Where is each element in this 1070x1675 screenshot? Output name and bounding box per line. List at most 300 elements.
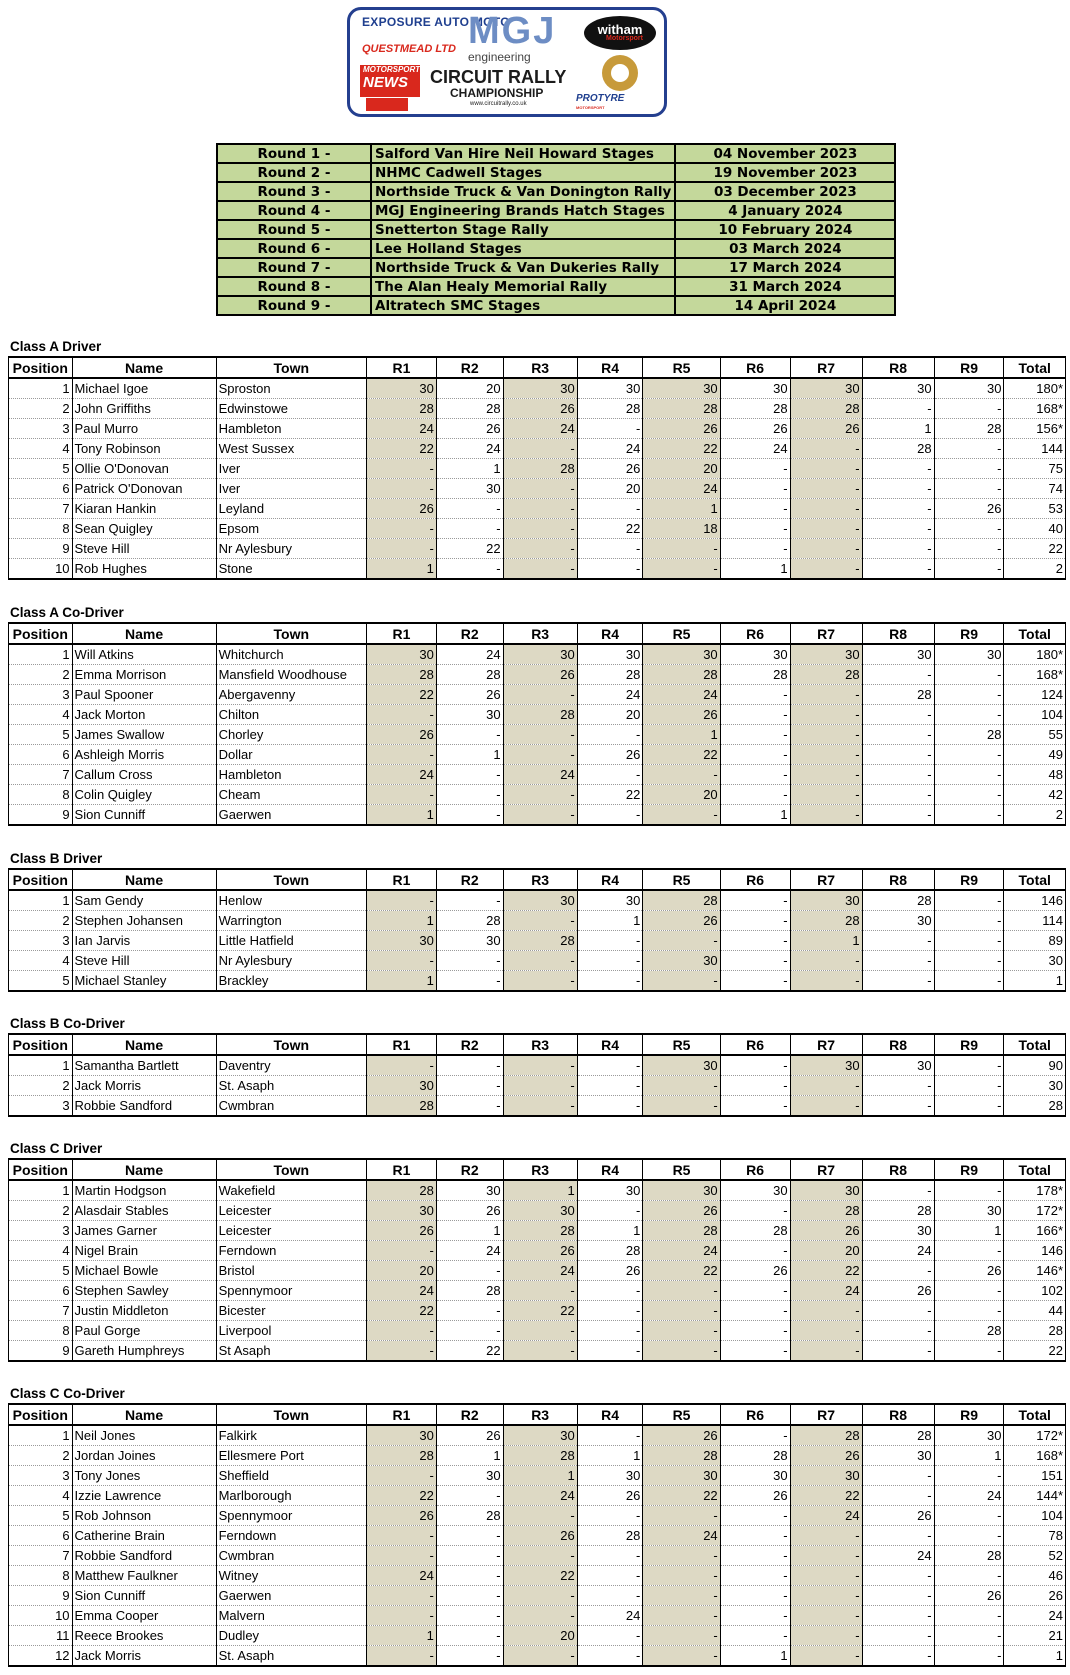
cell-score: -: [503, 539, 577, 559]
table-row: [9, 1466, 1066, 1486]
cell-name: Emma Morrison: [72, 665, 216, 685]
cell-total: 1: [1004, 1646, 1066, 1667]
cell-score: 22: [790, 1261, 862, 1281]
cell-score: -: [720, 539, 790, 559]
cell-score: -: [934, 1506, 1004, 1526]
round-venue: Salford Van Hire Neil Howard Stages: [371, 144, 675, 163]
table-row: [9, 890, 1066, 911]
cell-name: Steve Hill: [72, 539, 216, 559]
cell-town: Edwinstowe: [216, 399, 366, 419]
cell-score: -: [643, 1606, 720, 1626]
cell-score: 1: [436, 459, 503, 479]
witham-logo: witham: [584, 16, 656, 50]
column-header-r3: R3: [503, 1034, 577, 1055]
cell-name: Sean Quigley: [72, 519, 216, 539]
cell-score: 22: [643, 1486, 720, 1506]
table-row: [9, 1566, 1066, 1586]
table-row: [9, 745, 1066, 765]
column-header-r4: R4: [577, 1404, 643, 1425]
cell-total: 78: [1004, 1526, 1066, 1546]
cell-score: -: [934, 399, 1004, 419]
cell-town: Mansfield Woodhouse: [216, 665, 366, 685]
cell-score: 1: [643, 499, 720, 519]
cell-position: 2: [9, 665, 73, 685]
cell-score: 28: [366, 1180, 436, 1201]
cell-position: 7: [9, 765, 73, 785]
cell-score: 28: [790, 1425, 862, 1446]
class-title: Class C Co-Driver: [10, 1386, 125, 1401]
cell-score: -: [862, 1096, 934, 1117]
cell-score: -: [934, 705, 1004, 725]
table-row: [9, 1425, 1066, 1446]
table-row: [9, 1301, 1066, 1321]
table-row: [9, 951, 1066, 971]
class-section: [8, 1014, 1066, 1117]
column-header-town: Town: [216, 1034, 366, 1055]
cell-score: -: [577, 1546, 643, 1566]
table-row: [9, 1606, 1066, 1626]
column-header-r2: R2: [436, 869, 503, 890]
table-row: [9, 1261, 1066, 1281]
round-date: 14 April 2024: [675, 296, 895, 315]
cell-score: -: [720, 1606, 790, 1626]
table-row: [9, 1241, 1066, 1261]
cell-score: 30: [720, 644, 790, 665]
cell-score: 28: [503, 1221, 577, 1241]
cell-score: 22: [790, 1486, 862, 1506]
cell-name: Rob Johnson: [72, 1506, 216, 1526]
cell-score: 30: [436, 931, 503, 951]
cell-score: -: [503, 725, 577, 745]
cell-score: 20: [577, 705, 643, 725]
cell-score: -: [934, 665, 1004, 685]
cell-score: -: [934, 971, 1004, 992]
cell-position: 3: [9, 931, 73, 951]
column-header-r5: R5: [643, 1034, 720, 1055]
cell-score: 30: [643, 1055, 720, 1076]
cell-score: -: [862, 765, 934, 785]
cell-total: 178*: [1004, 1180, 1066, 1201]
cell-town: Falkirk: [216, 1425, 366, 1446]
cell-total: 42: [1004, 785, 1066, 805]
cell-score: 22: [643, 1261, 720, 1281]
column-header-r3: R3: [503, 623, 577, 644]
cell-score: -: [862, 665, 934, 685]
cell-score: 30: [577, 1466, 643, 1486]
cell-town: Leyland: [216, 499, 366, 519]
cell-score: -: [934, 1241, 1004, 1261]
cell-score: 1: [436, 745, 503, 765]
column-header-position: Position: [9, 1034, 73, 1055]
round-row: [217, 239, 895, 258]
column-header-r7: R7: [790, 1034, 862, 1055]
cell-score: 1: [790, 931, 862, 951]
cell-score: 26: [366, 725, 436, 745]
cell-town: Chilton: [216, 705, 366, 725]
cell-town: Little Hatfield: [216, 931, 366, 951]
cell-score: -: [720, 931, 790, 951]
cell-name: Paul Gorge: [72, 1321, 216, 1341]
cell-town: West Sussex: [216, 439, 366, 459]
cell-score: 24: [366, 1566, 436, 1586]
cell-score: -: [503, 1341, 577, 1362]
column-header-r9: R9: [934, 1159, 1004, 1180]
cell-score: -: [720, 519, 790, 539]
cell-score: -: [577, 1281, 643, 1301]
cell-score: 22: [436, 1341, 503, 1362]
cell-score: 22: [366, 1486, 436, 1506]
cell-score: 28: [643, 399, 720, 419]
round-venue: Lee Holland Stages: [371, 239, 675, 258]
column-header-name: Name: [72, 1034, 216, 1055]
cell-town: Daventry: [216, 1055, 366, 1076]
round-row: [217, 182, 895, 201]
cell-score: 30: [503, 644, 577, 665]
cell-score: -: [934, 685, 1004, 705]
cell-score: -: [790, 1341, 862, 1362]
cell-score: 30: [643, 644, 720, 665]
cell-total: 2: [1004, 559, 1066, 580]
cell-score: 30: [643, 951, 720, 971]
column-header-r7: R7: [790, 1404, 862, 1425]
cell-score: 24: [503, 1486, 577, 1506]
cell-score: 28: [862, 890, 934, 911]
cell-score: -: [503, 1646, 577, 1667]
column-header-r1: R1: [366, 1034, 436, 1055]
cell-score: -: [934, 1646, 1004, 1667]
cell-score: 28: [862, 685, 934, 705]
cell-name: Matthew Faulkner: [72, 1566, 216, 1586]
cell-town: Bristol: [216, 1261, 366, 1281]
cell-score: 28: [862, 1425, 934, 1446]
cell-total: 40: [1004, 519, 1066, 539]
cell-score: -: [577, 805, 643, 826]
cell-name: Reece Brookes: [72, 1626, 216, 1646]
cell-score: 28: [720, 399, 790, 419]
cell-score: -: [366, 1341, 436, 1362]
cell-score: -: [934, 1526, 1004, 1546]
cell-score: -: [790, 685, 862, 705]
cell-score: 24: [503, 1261, 577, 1281]
cell-score: -: [862, 1341, 934, 1362]
cell-name: Ollie O'Donovan: [72, 459, 216, 479]
cell-position: 10: [9, 1606, 73, 1626]
round-label: Round 9 -: [217, 296, 371, 315]
cell-name: Catherine Brain: [72, 1526, 216, 1546]
cell-score: -: [934, 951, 1004, 971]
cell-score: -: [436, 559, 503, 580]
cell-score: 26: [436, 1425, 503, 1446]
cell-score: -: [366, 519, 436, 539]
cell-score: 24: [643, 685, 720, 705]
cell-score: -: [862, 1180, 934, 1201]
cell-total: 49: [1004, 745, 1066, 765]
round-date: 4 January 2024: [675, 201, 895, 220]
cell-score: 1: [720, 805, 790, 826]
cell-score: -: [643, 805, 720, 826]
cell-total: 22: [1004, 1341, 1066, 1362]
cell-position: 5: [9, 1506, 73, 1526]
cell-score: -: [503, 479, 577, 499]
column-header-r4: R4: [577, 869, 643, 890]
cell-score: 22: [366, 1301, 436, 1321]
cell-score: 24: [934, 1486, 1004, 1506]
cell-score: -: [436, 519, 503, 539]
cell-total: 28: [1004, 1321, 1066, 1341]
round-date: 17 March 2024: [675, 258, 895, 277]
column-header-r2: R2: [436, 357, 503, 378]
cell-score: 26: [503, 399, 577, 419]
cell-score: 28: [436, 911, 503, 931]
cell-score: 1: [503, 1466, 577, 1486]
cell-total: 151: [1004, 1466, 1066, 1486]
cell-score: -: [577, 539, 643, 559]
cell-score: 22: [366, 685, 436, 705]
cell-name: Robbie Sandford: [72, 1096, 216, 1117]
cell-score: -: [862, 1261, 934, 1281]
cell-score: -: [862, 1626, 934, 1646]
cell-score: -: [934, 479, 1004, 499]
cell-score: -: [720, 890, 790, 911]
cell-score: -: [934, 1566, 1004, 1586]
round-label: Round 4 -: [217, 201, 371, 220]
cell-score: 30: [366, 1201, 436, 1221]
cell-position: 8: [9, 519, 73, 539]
cell-score: 30: [436, 705, 503, 725]
cell-score: 1: [366, 971, 436, 992]
round-row: [217, 296, 895, 315]
cell-score: -: [503, 785, 577, 805]
cell-score: 28: [862, 1201, 934, 1221]
cell-position: 4: [9, 951, 73, 971]
cell-score: 28: [366, 665, 436, 685]
table-row: [9, 1076, 1066, 1096]
cell-score: 24: [366, 765, 436, 785]
cell-town: Liverpool: [216, 1321, 366, 1341]
cell-score: -: [577, 951, 643, 971]
column-header-r3: R3: [503, 1159, 577, 1180]
cell-name: Justin Middleton: [72, 1301, 216, 1321]
cell-total: 146*: [1004, 1261, 1066, 1281]
cell-score: -: [577, 931, 643, 951]
cell-town: Marlborough: [216, 1486, 366, 1506]
cell-position: 3: [9, 1221, 73, 1241]
cell-score: -: [720, 745, 790, 765]
cell-score: -: [577, 419, 643, 439]
cell-score: 28: [503, 705, 577, 725]
cell-position: 4: [9, 705, 73, 725]
cell-score: 28: [577, 665, 643, 685]
table-row: [9, 1486, 1066, 1506]
column-header-position: Position: [9, 357, 73, 378]
cell-score: -: [720, 1526, 790, 1546]
cell-town: Sheffield: [216, 1466, 366, 1486]
cell-score: -: [503, 951, 577, 971]
cell-score: -: [862, 539, 934, 559]
cell-score: 26: [934, 1261, 1004, 1281]
cell-score: 22: [643, 745, 720, 765]
cell-score: -: [862, 971, 934, 992]
standings-table: [8, 356, 1066, 580]
cell-position: 5: [9, 725, 73, 745]
class-section: [8, 337, 1066, 580]
cell-score: -: [720, 765, 790, 785]
column-header-total: Total: [1004, 623, 1066, 644]
cell-score: 20: [366, 1261, 436, 1281]
cell-score: -: [503, 1506, 577, 1526]
cell-score: -: [862, 519, 934, 539]
cell-score: 26: [862, 1281, 934, 1301]
cell-score: -: [366, 745, 436, 765]
table-row: [9, 1586, 1066, 1606]
cell-name: Patrick O'Donovan: [72, 479, 216, 499]
cell-score: -: [643, 1281, 720, 1301]
cell-position: 7: [9, 499, 73, 519]
cell-position: 7: [9, 1301, 73, 1321]
championship-url: www.circuitrally.co.uk: [470, 101, 527, 107]
column-header-total: Total: [1004, 357, 1066, 378]
table-row: [9, 1096, 1066, 1117]
cell-score: 20: [436, 378, 503, 399]
cell-name: Michael Stanley: [72, 971, 216, 992]
cell-score: 20: [643, 459, 720, 479]
cell-name: Jordan Joines: [72, 1446, 216, 1466]
cell-total: 89: [1004, 931, 1066, 951]
cell-total: 144*: [1004, 1486, 1066, 1506]
round-label: Round 2 -: [217, 163, 371, 182]
cell-town: Spennymoor: [216, 1506, 366, 1526]
cell-score: -: [436, 1646, 503, 1667]
cell-score: -: [862, 1646, 934, 1667]
round-date: 04 November 2023: [675, 144, 895, 163]
column-header-name: Name: [72, 1159, 216, 1180]
cell-score: -: [790, 439, 862, 459]
cell-score: 30: [720, 1466, 790, 1486]
cell-score: -: [577, 1096, 643, 1117]
cell-position: 2: [9, 911, 73, 931]
cell-score: -: [934, 890, 1004, 911]
cell-score: 22: [503, 1301, 577, 1321]
cell-total: 30: [1004, 951, 1066, 971]
round-label: Round 3 -: [217, 182, 371, 201]
cell-score: 30: [790, 644, 862, 665]
cell-score: -: [436, 725, 503, 745]
cell-position: 1: [9, 644, 73, 665]
cell-total: 22: [1004, 539, 1066, 559]
cell-score: 26: [503, 1526, 577, 1546]
table-row: [9, 1626, 1066, 1646]
cell-town: Epsom: [216, 519, 366, 539]
cell-town: St. Asaph: [216, 1076, 366, 1096]
round-label: Round 5 -: [217, 220, 371, 239]
table-row: [9, 399, 1066, 419]
cell-town: Henlow: [216, 890, 366, 911]
cell-score: 30: [503, 378, 577, 399]
cell-score: -: [577, 1566, 643, 1586]
cell-score: 30: [366, 931, 436, 951]
cell-score: 26: [934, 1586, 1004, 1606]
cell-score: -: [643, 1301, 720, 1321]
cell-position: 3: [9, 685, 73, 705]
class-title: Class B Co-Driver: [10, 1016, 125, 1031]
cell-score: 30: [862, 1221, 934, 1241]
cell-score: 30: [862, 644, 934, 665]
cell-name: Stephen Johansen: [72, 911, 216, 931]
round-label: Round 6 -: [217, 239, 371, 258]
cell-score: -: [577, 1646, 643, 1667]
cell-position: 8: [9, 785, 73, 805]
cell-position: 3: [9, 1466, 73, 1486]
round-row: [217, 258, 895, 277]
cell-score: -: [577, 1626, 643, 1646]
cell-name: Ashleigh Morris: [72, 745, 216, 765]
cell-score: -: [934, 559, 1004, 580]
cell-position: 2: [9, 1076, 73, 1096]
cell-town: Ferndown: [216, 1526, 366, 1546]
cell-score: 28: [436, 399, 503, 419]
column-header-r2: R2: [436, 623, 503, 644]
cell-score: -: [862, 1486, 934, 1506]
cell-score: -: [862, 499, 934, 519]
cell-town: Chorley: [216, 725, 366, 745]
cell-score: 26: [934, 499, 1004, 519]
questmead-logo-text: QUESTMEAD LTD: [362, 43, 456, 55]
cell-score: -: [934, 1606, 1004, 1626]
cell-score: -: [503, 1586, 577, 1606]
column-header-r8: R8: [862, 623, 934, 644]
cell-score: -: [862, 459, 934, 479]
cell-position: 4: [9, 1241, 73, 1261]
column-header-r4: R4: [577, 1034, 643, 1055]
cell-town: Hambleton: [216, 765, 366, 785]
cell-score: 26: [366, 1221, 436, 1241]
protyre-logo: [576, 94, 624, 112]
column-header-r1: R1: [366, 1404, 436, 1425]
cell-score: -: [503, 1055, 577, 1076]
cell-score: -: [643, 1646, 720, 1667]
cell-score: 30: [577, 644, 643, 665]
round-date: 03 March 2024: [675, 239, 895, 258]
cell-score: 24: [436, 439, 503, 459]
cell-score: 1: [366, 911, 436, 931]
cell-position: 1: [9, 378, 73, 399]
cell-score: 1: [862, 419, 934, 439]
cell-score: 30: [436, 479, 503, 499]
cell-score: 1: [436, 1446, 503, 1466]
cell-score: 1: [503, 1180, 577, 1201]
cell-score: 30: [436, 1466, 503, 1486]
cell-score: -: [643, 931, 720, 951]
cell-score: -: [720, 911, 790, 931]
cell-score: 30: [790, 1466, 862, 1486]
cell-town: Whitchurch: [216, 644, 366, 665]
column-header-r6: R6: [720, 357, 790, 378]
cell-score: 26: [436, 1201, 503, 1221]
cell-position: 3: [9, 1096, 73, 1117]
cell-name: Sam Gendy: [72, 890, 216, 911]
cell-score: -: [436, 1076, 503, 1096]
round-row: [217, 201, 895, 220]
cell-score: 28: [577, 1241, 643, 1261]
cell-score: 30: [503, 1201, 577, 1221]
cell-score: 30: [366, 378, 436, 399]
column-header-r6: R6: [720, 1034, 790, 1055]
cell-score: 24: [862, 1546, 934, 1566]
cell-score: 1: [934, 1446, 1004, 1466]
cell-score: -: [720, 1096, 790, 1117]
cell-score: -: [643, 1546, 720, 1566]
column-header-position: Position: [9, 869, 73, 890]
